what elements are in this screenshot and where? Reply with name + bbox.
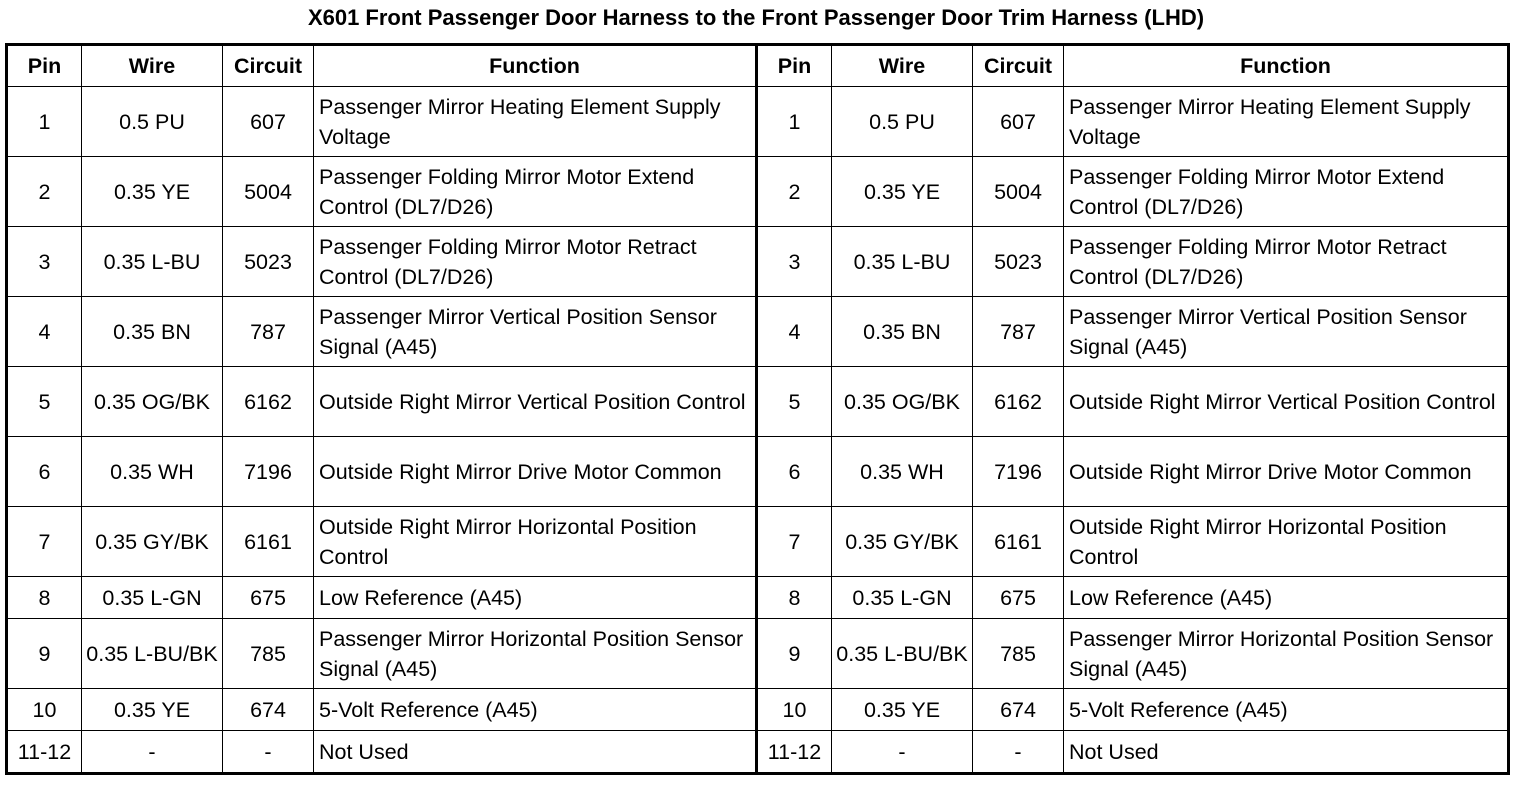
pin-cell: 8: [757, 577, 832, 619]
circuit-cell: 7196: [223, 437, 314, 507]
circuit-cell: 6161: [223, 507, 314, 577]
pin-header-right: Pin: [757, 45, 832, 87]
function-cell: Passenger Folding Mirror Motor Extend Control (DL7/D26): [1064, 157, 1509, 227]
pinout-table: [5, 43, 1510, 775]
table-row: [7, 689, 1509, 731]
function-cell: 5-Volt Reference (A45): [314, 689, 757, 731]
table-row: [7, 367, 1509, 437]
circuit-cell: 5023: [973, 227, 1064, 297]
function-cell: Passenger Folding Mirror Motor Retract Control (DL7/D26): [314, 227, 757, 297]
circuit-cell: 6161: [973, 507, 1064, 577]
pin-cell: 6: [7, 437, 82, 507]
pin-cell: 3: [7, 227, 82, 297]
function-cell: Passenger Folding Mirror Motor Retract Control (DL7/D26): [1064, 227, 1509, 297]
circuit-cell: 785: [973, 619, 1064, 689]
table-row: [7, 157, 1509, 227]
wire-cell: 0.5 PU: [832, 87, 973, 157]
wire-cell: 0.5 PU: [82, 87, 223, 157]
function-cell: Outside Right Mirror Horizontal Position Control: [314, 507, 757, 577]
wire-cell: 0.35 BN: [832, 297, 973, 367]
wire-cell: 0.35 GY/BK: [832, 507, 973, 577]
pin-cell: 4: [757, 297, 832, 367]
pin-cell: 1: [7, 87, 82, 157]
circuit-cell: 607: [973, 87, 1064, 157]
circuit-cell: 5004: [223, 157, 314, 227]
pin-cell: 10: [7, 689, 82, 731]
pin-cell: 1: [757, 87, 832, 157]
circuit-header: Circuit: [223, 45, 314, 87]
function-cell: Passenger Mirror Horizontal Position Sensor Signal (A45): [314, 619, 757, 689]
wire-cell: 0.35 GY/BK: [82, 507, 223, 577]
wire-cell: 0.35 L-BU/BK: [82, 619, 223, 689]
circuit-cell: 787: [223, 297, 314, 367]
wire-cell: 0.35 OG/BK: [832, 367, 973, 437]
table-row: [7, 437, 1509, 507]
function-cell: Passenger Mirror Heating Element Supply Voltage: [1064, 87, 1509, 157]
table-row: [7, 87, 1509, 157]
circuit-cell: 5004: [973, 157, 1064, 227]
pin-cell: 7: [7, 507, 82, 577]
pin-cell: 8: [7, 577, 82, 619]
pin-cell: 11-12: [757, 731, 832, 774]
wire-cell: 0.35 YE: [82, 689, 223, 731]
function-header-right: Function: [1064, 45, 1509, 87]
wire-cell: 0.35 WH: [82, 437, 223, 507]
wire-cell: 0.35 L-GN: [82, 577, 223, 619]
table-row: [7, 731, 1509, 774]
wire-cell: -: [832, 731, 973, 774]
function-cell: Passenger Mirror Vertical Position Sensor Signal (A45): [314, 297, 757, 367]
circuit-cell: 675: [223, 577, 314, 619]
function-cell: Outside Right Mirror Drive Motor Common: [1064, 437, 1509, 507]
pin-header: Pin: [7, 45, 82, 87]
circuit-cell: 674: [223, 689, 314, 731]
table-row: [7, 577, 1509, 619]
wire-cell: 0.35 YE: [82, 157, 223, 227]
wire-cell: 0.35 L-BU: [82, 227, 223, 297]
circuit-cell: -: [223, 731, 314, 774]
page-title: X601 Front Passenger Door Harness to the Front Passenger Door Trim Harness (LHD): [307, 5, 1205, 30]
function-cell: Low Reference (A45): [1064, 577, 1509, 619]
wire-cell: 0.35 L-BU/BK: [832, 619, 973, 689]
pin-cell: 9: [757, 619, 832, 689]
header-row: [7, 45, 1509, 87]
function-cell: Passenger Mirror Heating Element Supply Voltage: [314, 87, 757, 157]
function-cell: Passenger Mirror Vertical Position Sensor Signal (A45): [1064, 297, 1509, 367]
pin-cell: 6: [757, 437, 832, 507]
function-cell: Outside Right Mirror Vertical Position Control: [1064, 367, 1509, 437]
pin-cell: 10: [757, 689, 832, 731]
table-row: [7, 619, 1509, 689]
function-header: Function: [314, 45, 757, 87]
function-cell: Not Used: [314, 731, 757, 774]
circuit-header-right: Circuit: [973, 45, 1064, 87]
wire-cell: 0.35 L-GN: [832, 577, 973, 619]
function-cell: Outside Right Mirror Drive Motor Common: [314, 437, 757, 507]
table-row: [7, 227, 1509, 297]
pin-cell: 7: [757, 507, 832, 577]
pin-cell: 9: [7, 619, 82, 689]
wire-cell: 0.35 L-BU: [832, 227, 973, 297]
wire-header: Wire: [82, 45, 223, 87]
function-cell: Passenger Folding Mirror Motor Extend Control (DL7/D26): [314, 157, 757, 227]
wire-cell: 0.35 OG/BK: [82, 367, 223, 437]
function-cell: Not Used: [1064, 731, 1509, 774]
wire-cell: 0.35 YE: [832, 157, 973, 227]
circuit-cell: 5023: [223, 227, 314, 297]
circuit-cell: 785: [223, 619, 314, 689]
function-cell: Low Reference (A45): [314, 577, 757, 619]
pin-cell: 2: [7, 157, 82, 227]
pin-cell: 4: [7, 297, 82, 367]
function-cell: Outside Right Mirror Vertical Position Control: [314, 367, 757, 437]
wire-cell: 0.35 YE: [832, 689, 973, 731]
function-cell: Passenger Mirror Horizontal Position Sensor Signal (A45): [1064, 619, 1509, 689]
circuit-cell: 7196: [973, 437, 1064, 507]
wire-cell: -: [82, 731, 223, 774]
circuit-cell: 675: [973, 577, 1064, 619]
table-row: [7, 507, 1509, 577]
function-cell: 5-Volt Reference (A45): [1064, 689, 1509, 731]
wire-cell: 0.35 WH: [832, 437, 973, 507]
circuit-cell: 674: [973, 689, 1064, 731]
circuit-cell: 6162: [973, 367, 1064, 437]
pin-cell: 3: [757, 227, 832, 297]
circuit-cell: 787: [973, 297, 1064, 367]
table-row: [7, 297, 1509, 367]
wire-header-right: Wire: [832, 45, 973, 87]
circuit-cell: 607: [223, 87, 314, 157]
pin-cell: 5: [7, 367, 82, 437]
wire-cell: 0.35 BN: [82, 297, 223, 367]
pin-cell: 11-12: [7, 731, 82, 774]
pin-cell: 5: [757, 367, 832, 437]
circuit-cell: 6162: [223, 367, 314, 437]
pin-cell: 2: [757, 157, 832, 227]
function-cell: Outside Right Mirror Horizontal Position Control: [1064, 507, 1509, 577]
circuit-cell: -: [973, 731, 1064, 774]
